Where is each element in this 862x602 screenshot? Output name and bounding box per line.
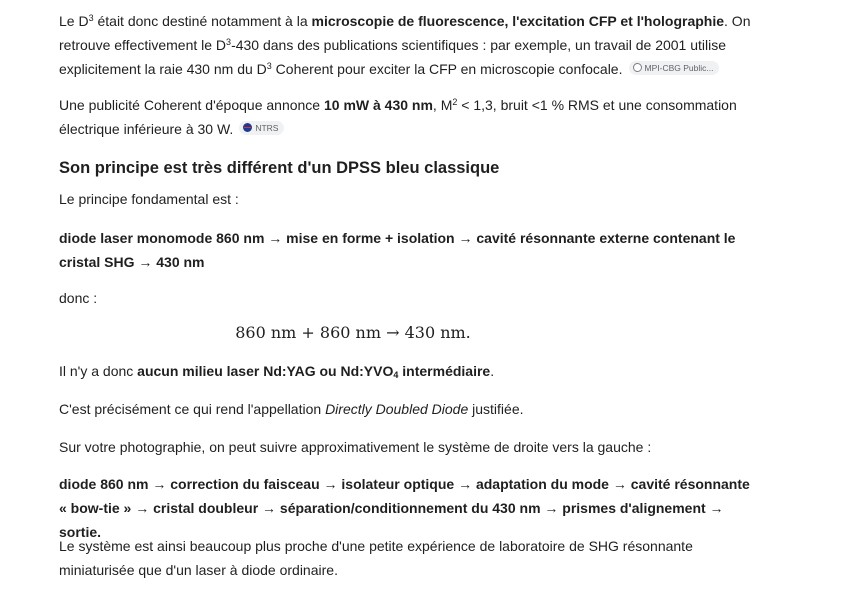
citation-chip-mpi-cbg[interactable]: MPI-CBG Public... — [629, 61, 720, 75]
paragraph-donc: donc : — [59, 290, 98, 306]
paragraph-d3-applications: Le $D^3$ était donc destiné notamment à la microscopie de fluorescence, l'excitation CFP et l'holographie. On retrouve effectivement le $D^3-430$ dans des publications scientifiques : par exemple, un travail de 2001 utilise explicitement la raie 430 nm du $D^3$ Coherent pour exciter la CFP en microscopie confocale. MPI-CBG Public... — [59, 13, 751, 77]
paragraph-ddd-naming: C'est précisément ce qui rend l'appellation Directly Doubled Diode justifiée. — [59, 401, 524, 417]
paragraph-no-nd-medium: Il n'y a donc aucun milieu laser Nd:YAG ou $Nd:YVO_4$ intermédiaire. — [59, 363, 495, 380]
paragraph-photo-intro: Sur votre photographie, on peut suivre approximativement le système de droite vers la gauche : — [59, 439, 652, 455]
paragraph-principle-intro: Le principe fondamental est : — [59, 191, 239, 207]
paragraph-conclusion: Le système est ainsi beaucoup plus proche d'une petite expérience de laboratoire de SHG résonnante miniaturisée que d'un laser à diode ordinaire. — [59, 538, 693, 578]
nasa-logo-icon — [243, 123, 252, 132]
section-heading: Son principe est très différent d'un DPSS bleu classique — [59, 159, 500, 177]
citation-chip-ntrs[interactable]: NTRS — [239, 121, 284, 135]
math-equation: 860 nm + 860 nm → 430 nm. — [235, 323, 471, 342]
paragraph-principle-chain: diode laser monomode 860 nm → mise en forme + isolation → cavité résonnante externe contenant le cristal SHG → 430 nm — [59, 230, 736, 270]
paragraph-coherent-ad: Une publicité Coherent d'époque annonce 10 mW à 430 nm, $M^2 < 1,3$, bruit <1 % RMS et une consommation électrique inférieure à 30 W. NTRS — [59, 97, 737, 137]
globe-icon — [633, 63, 642, 72]
paragraph-system-chain: diode 860 nm → correction du faisceau → isolateur optique → adaptation du mode → cavité résonnante « bow-tie » → cristal doubleur → séparation/conditionnement du 430 nm → prismes d'alignement → sortie. — [59, 476, 750, 540]
